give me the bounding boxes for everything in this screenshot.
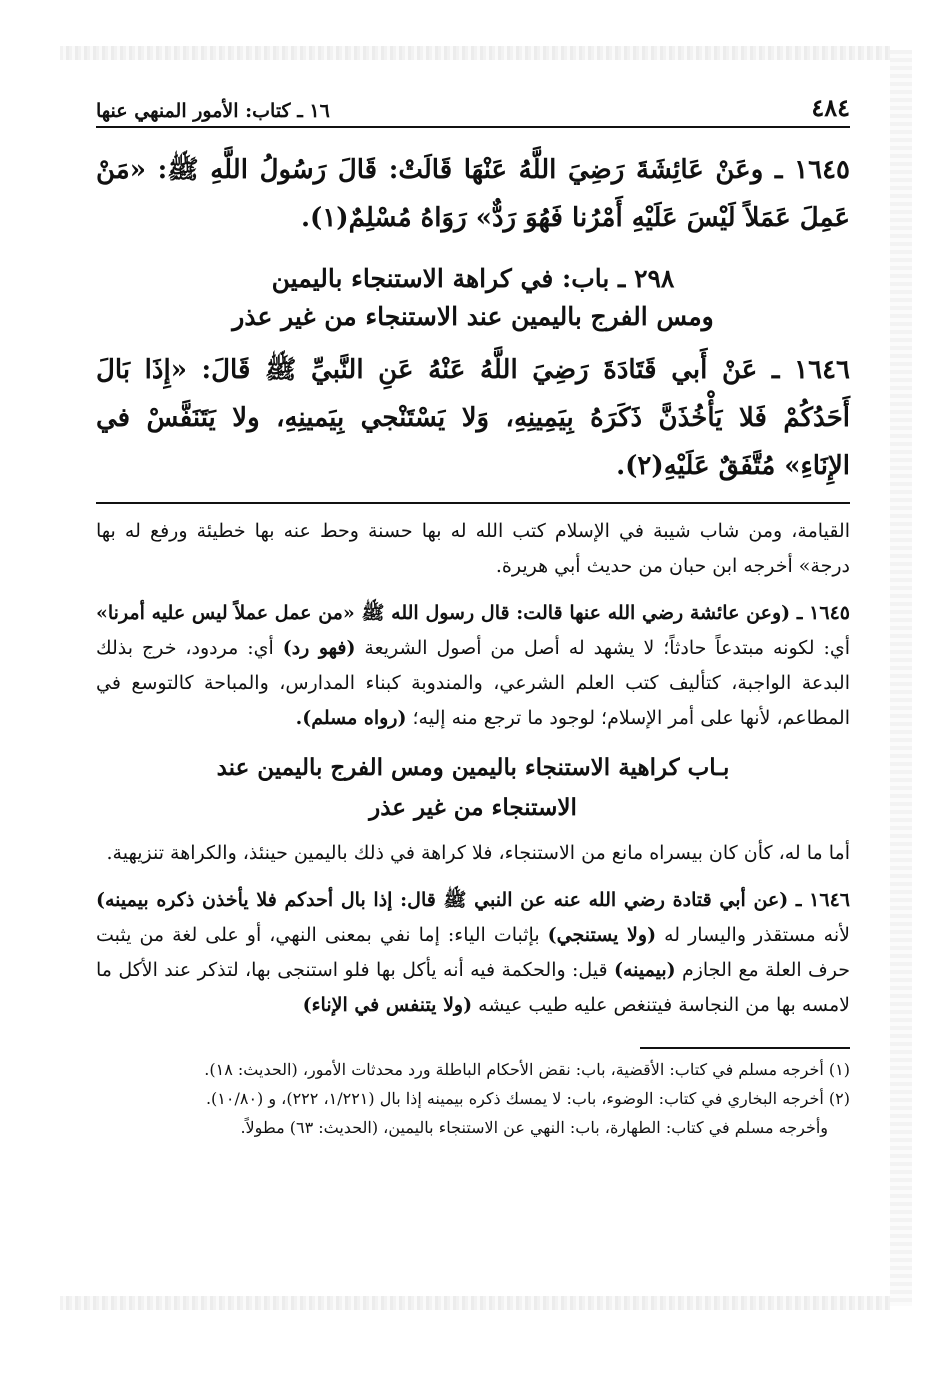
commentary-bold: ١٦٤٦ ـ (عن أبي قتادة رضي الله عنه عن النبي ﷺ قال: إذا بال أحدكم فلا يأخذن ذكره بيمينه): [96, 889, 850, 911]
commentary-paragraph-1645: [96, 596, 850, 736]
decorative-border-right: [890, 50, 912, 1306]
commentary-bold: (ولا يستنجي): [547, 924, 657, 946]
decorative-border-top: [60, 46, 890, 60]
chapter-heading-line1: ٢٩٨ ـ باب: في كراهة الاستنجاء باليمين: [271, 264, 675, 293]
commentary-paragraph-1: القيامة، ومن شاب شيبة في الإسلام كتب الله له بها حسنة وحط عنه بها خطيئة ورفع له بها درجة» أخرجه ابن حبان من حديث أبي هريرة.: [96, 520, 850, 577]
commentary-bold: (فهو رد): [282, 637, 356, 659]
commentary-text: أي: لكونه مبتدعاً حادثاً؛ لا يشهد له أصل من أصول الشريعة: [355, 637, 851, 659]
footnote-1: (١) أخرجه مسلم في كتاب: الأقضية، باب: نقض الأحكام الباطلة ورد محدثات الأمور، (الحديث: ١٨).: [204, 1060, 850, 1079]
commentary-paragraph-1646: [96, 883, 850, 1023]
commentary-text: قيل: والحكمة فيه أنه يأكل بها فلو استنجى بها، لتذكر عند الأكل ما لامسه بها من النجاسة فيتنغص عليه طيب عيشه: [96, 959, 850, 1016]
footnote-2: (٢) أخرجه البخاري في كتاب: الوضوء، باب: لا يمسك ذكره بيمينه إذا بال (١/٢٢١، ٢٢٢)، و (١٠/٨٠).: [205, 1089, 850, 1108]
chapter-heading: [96, 260, 850, 336]
page-content: [96, 86, 850, 1142]
hadith-1646: ١٦٤٦ ـ عَنْ أَبي قَتَادَةَ رَضِيَ اللَّهُ عَنْهُ عَنِ النَّبيِّ ﷺ قَالَ: «إِذَا بَالَ أَحَدُكُمْ فَلا يَأْخُذَنَّ ذَكَرَهُ بِيَمِينِهِ، وَلا يَسْتَنْجي بِيَمينِهِ، ولا يَتَنَفَّسْ في الإِنَاءِ» مُتَّفَقٌ عَلَيْهِ(٢).: [96, 355, 850, 481]
running-header: [96, 86, 850, 128]
commentary-paragraph-3: أما ما له، كأن كان بيسراه مانع من الاستنجاء، فلا كراهة في ذلك باليمين حينئذ، والكراهة تنزيهية.: [106, 842, 850, 864]
book-title: ١٦ ـ كتاب: الأمور المنهي عنها: [96, 100, 330, 122]
decorative-border-bottom: [60, 1296, 890, 1310]
chapter-heading-line2: ومس الفرج باليمين عند الاستنجاء من غير عذر: [232, 302, 714, 331]
commentary-bold: ١٦٤٥ ـ (وعن عائشة رضي الله عنها قالت: قال رسول الله ﷺ «من عمل عملاً ليس عليه أمرنا»: [96, 602, 850, 624]
footnote-separator: [640, 1047, 850, 1049]
footnote-2-continued: وأخرجه مسلم في كتاب: الطهارة، باب: النهي عن الاستنجاء باليمين، (الحديث: ٦٣) مطولاً.: [240, 1118, 828, 1137]
commentary-text: أي: مردود، خرج بذلك البدعة الواجبة، كتأليف كتب العلم الشرعي، والمندوبة كبناء المدارس، والمباحة كالتوسع في المطاعم، لأنها على أمر الإسلام؛ لوجود ما ترجع منه إليه؛: [96, 637, 850, 729]
main-text-separator: [96, 502, 850, 504]
commentary-text: لأنه مستقذر واليسار له: [656, 924, 850, 946]
commentary-text: بإثبات الياء: إما نفي بمعنى النهي، أو على لغة من يثبت حرف العلة مع الجازم: [96, 924, 850, 981]
commentary-chapter-line1: بـاب كراهية الاستنجاء باليمين ومس الفرج باليمين عند: [216, 754, 730, 781]
commentary-bold: (ولا يتنفس في الإناء): [302, 994, 473, 1016]
commentary-chapter-line2: الاستنجاء من غير عذر: [369, 794, 577, 821]
commentary-chapter-heading: [96, 748, 850, 828]
commentary-bold: (بيمينه): [613, 959, 676, 981]
hadith-1645: ١٦٤٥ ـ وعَنْ عَائِشَةَ رَضِيَ اللَّهُ عَنْهَا قَالَتْ: قَالَ رَسُولُ اللَّهِ ﷺ: «مَنْ عَمِلَ عَمَلاً لَيْسَ عَلَيْهِ أَمْرُنا فَهُوَ رَدٌّ» رَوَاهُ مُسْلِمٌ(١).: [96, 155, 850, 233]
page-number: ٤٨٤: [811, 93, 850, 122]
commentary-bold: (رواه مسلم).: [295, 707, 407, 729]
